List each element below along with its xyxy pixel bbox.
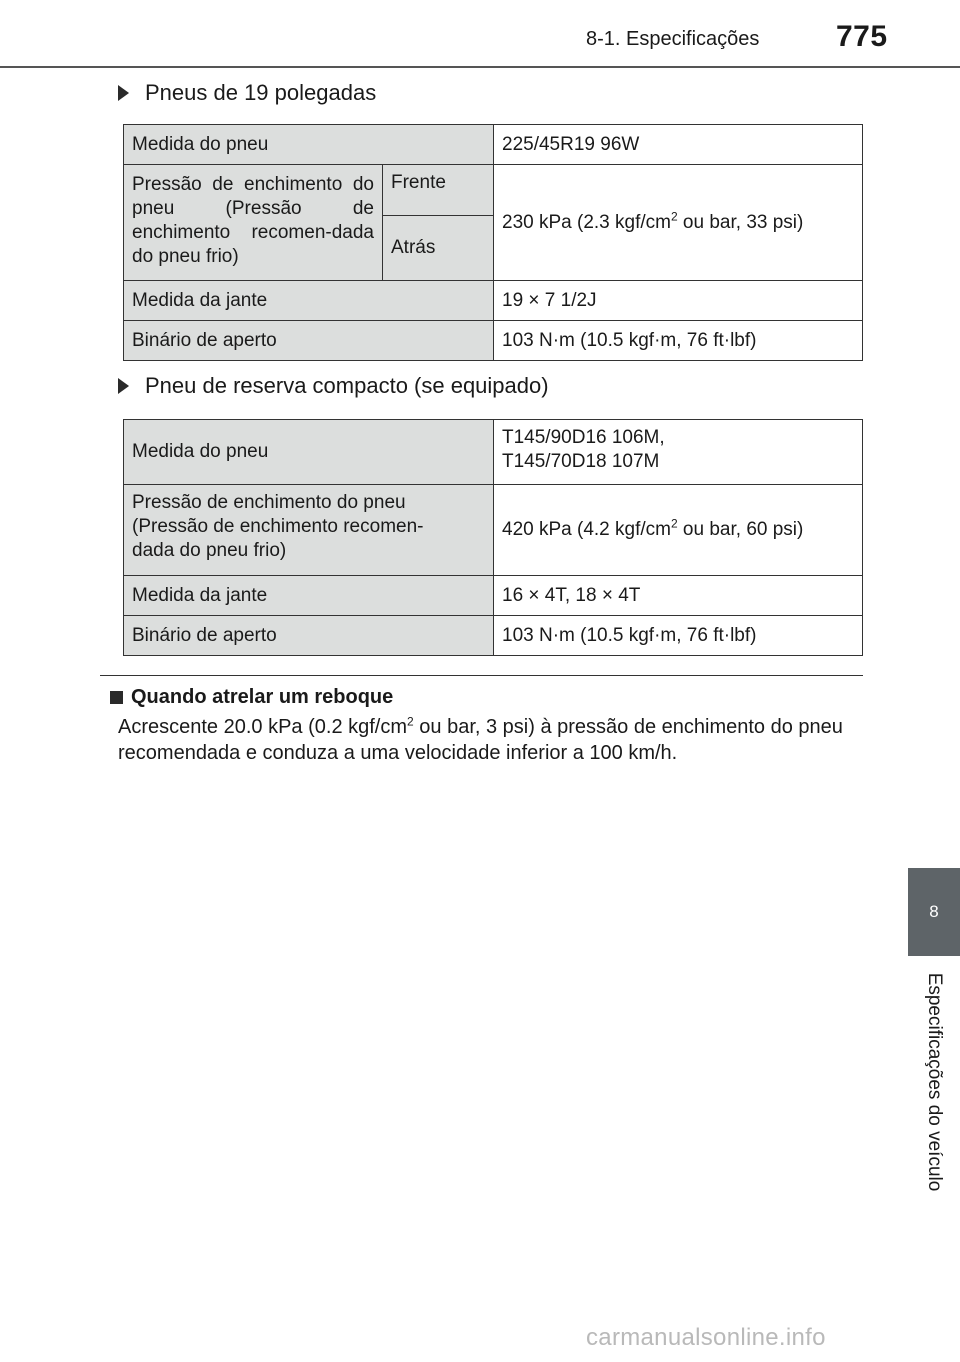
pressure-value-text-end: ou bar, 33 psi) [677,211,804,233]
section-heading-spare-tire [118,373,549,399]
pressure-value-text: 230 kPa (2.3 kgf/cm [502,211,671,233]
pressure-label: Pressão de enchimento do pneu (Pressão de enchimento recomen-dada do pneu frio) [124,165,383,280]
pressure-label [124,485,494,575]
pressure-value-superscript: 2 [670,209,678,224]
note-body-text-end: ou bar, 3 psi) à pressão de enchimento do pneu recomendada e conduza a uma velocidade inferior a 100 km/h. [118,716,843,764]
front-rear-column [383,165,494,280]
rear-label: Atrás [383,216,493,280]
table-row [124,281,862,321]
torque-label: Binário de aperto [124,616,494,655]
tire-size-label: Medida do pneu [124,125,494,164]
tire-size-value: 225/45R19 96W [494,125,862,164]
table-row [124,576,862,616]
rim-size-label: Medida da jante [124,281,494,320]
rim-size-value: 16 × 4T, 18 × 4T [494,576,862,615]
torque-value: 103 N·m (10.5 kgf·m, 76 ft·lbf) [494,321,862,360]
table-row [124,420,862,485]
pressure-value [494,485,862,575]
tire-spec-table-spare [123,419,863,656]
note-title [110,686,393,709]
chapter-label: Especificações do veículo [924,972,945,1192]
page-number: 775 [836,20,888,53]
front-label: Frente [383,165,493,216]
table-row [124,125,862,165]
pressure-label-line-1: Pressão de enchimento do pneu [132,492,406,513]
pressure-value [494,165,862,280]
section-heading-text: Pneus de 19 polegadas [145,80,377,105]
watermark: carmanualsonline.info [586,1324,826,1351]
pressure-label-line-3: dada do pneu frio) [132,540,287,561]
table-row [124,321,862,360]
tire-size-value-line-2: T145/70D18 107M [502,451,660,472]
torque-value: 103 N·m (10.5 kgf·m, 76 ft·lbf) [494,616,862,655]
triangle-bullet-icon [118,378,129,394]
square-bullet-icon [110,691,123,704]
section-title: 8-1. Especificações [586,28,760,50]
tire-spec-table-19-inch [123,124,863,361]
note-body-superscript: 2 [407,714,414,729]
tire-size-value-line-1: T145/90D16 106M, [502,427,665,448]
table-row [124,165,862,281]
table-row [124,616,862,655]
pressure-label-line-2: (Pressão de enchimento recomen- [132,516,424,537]
section-heading-text: Pneu de reserva compacto (se equipado) [145,373,549,398]
pressure-value-text-end: ou bar, 60 psi) [677,519,804,540]
note-divider [100,675,863,676]
rim-size-label: Medida da jante [124,576,494,615]
pressure-value-text: 420 kPa (4.2 kgf/cm [502,519,671,540]
note-body-text: Acrescente 20.0 kPa (0.2 kgf/cm [118,716,408,738]
pressure-value-superscript: 2 [670,516,678,531]
note-body [118,714,866,766]
chapter-number: 8 [929,902,939,921]
tire-size-value [494,420,862,484]
triangle-bullet-icon [118,85,129,101]
table-row [124,485,862,576]
tire-size-label: Medida do pneu [124,420,494,484]
chapter-tab [908,868,960,956]
rim-size-value: 19 × 7 1/2J [494,281,862,320]
torque-label: Binário de aperto [124,321,494,360]
header-divider [0,66,960,68]
section-heading-19-inch [118,80,376,106]
note-title-text: Quando atrelar um reboque [131,686,394,708]
